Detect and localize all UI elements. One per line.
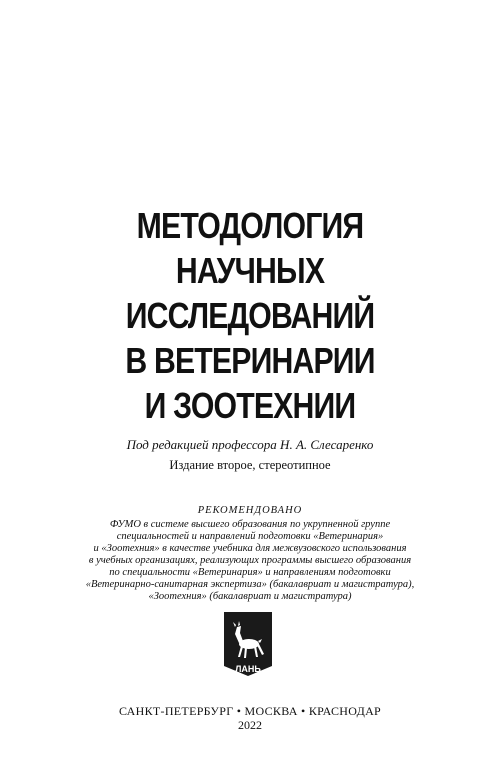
logo-wordmark: ЛАНЬ <box>235 664 261 674</box>
recommendation-line: и «Зоотехния» в качестве учебника для межвузовского использования <box>93 543 407 554</box>
title-line: ИССЛЕДОВАНИЙ <box>125 295 375 336</box>
recommendation-text <box>0 519 500 603</box>
recommendation-line: в учебных организациях, реализующих программы высшего образования <box>88 555 412 566</box>
recommendation-line: по специальности «Ветеринария» и направлениям подготовки <box>109 567 391 578</box>
recommendation-heading: РЕКОМЕНДОВАНО <box>197 505 303 516</box>
doe-icon <box>222 610 274 682</box>
title-line: И ЗООТЕХНИИ <box>144 385 356 426</box>
recommendation-line: «Ветеринарно-санитарная экспертиза» (бакалавриат и магистратура), <box>85 579 415 590</box>
publication-year: 2022 <box>238 718 262 732</box>
recommendation-line: «Зоотехния» (бакалавриат и магистратура) <box>148 591 352 602</box>
recommendation-line: специальностей и направлений подготовки «Ветеринария» <box>116 531 384 542</box>
editor-line: Под редакцией профессора Н. А. Слесаренко <box>126 437 374 452</box>
publisher-logo <box>222 610 274 682</box>
publisher-cities: САНКТ-ПЕТЕРБУРГ • МОСКВА • КРАСНОДАР <box>118 704 382 718</box>
recommendation-line: ФУМО в системе высшего образования по укрупненной группе <box>109 519 391 530</box>
edition-line: Издание второе, стереотипное <box>169 458 331 472</box>
title-line: НАУЧНЫХ <box>175 250 325 291</box>
book-title <box>40 203 460 428</box>
title-line: В ВЕТЕРИНАРИИ <box>125 340 375 381</box>
title-line: МЕТОДОЛОГИЯ <box>136 205 364 246</box>
